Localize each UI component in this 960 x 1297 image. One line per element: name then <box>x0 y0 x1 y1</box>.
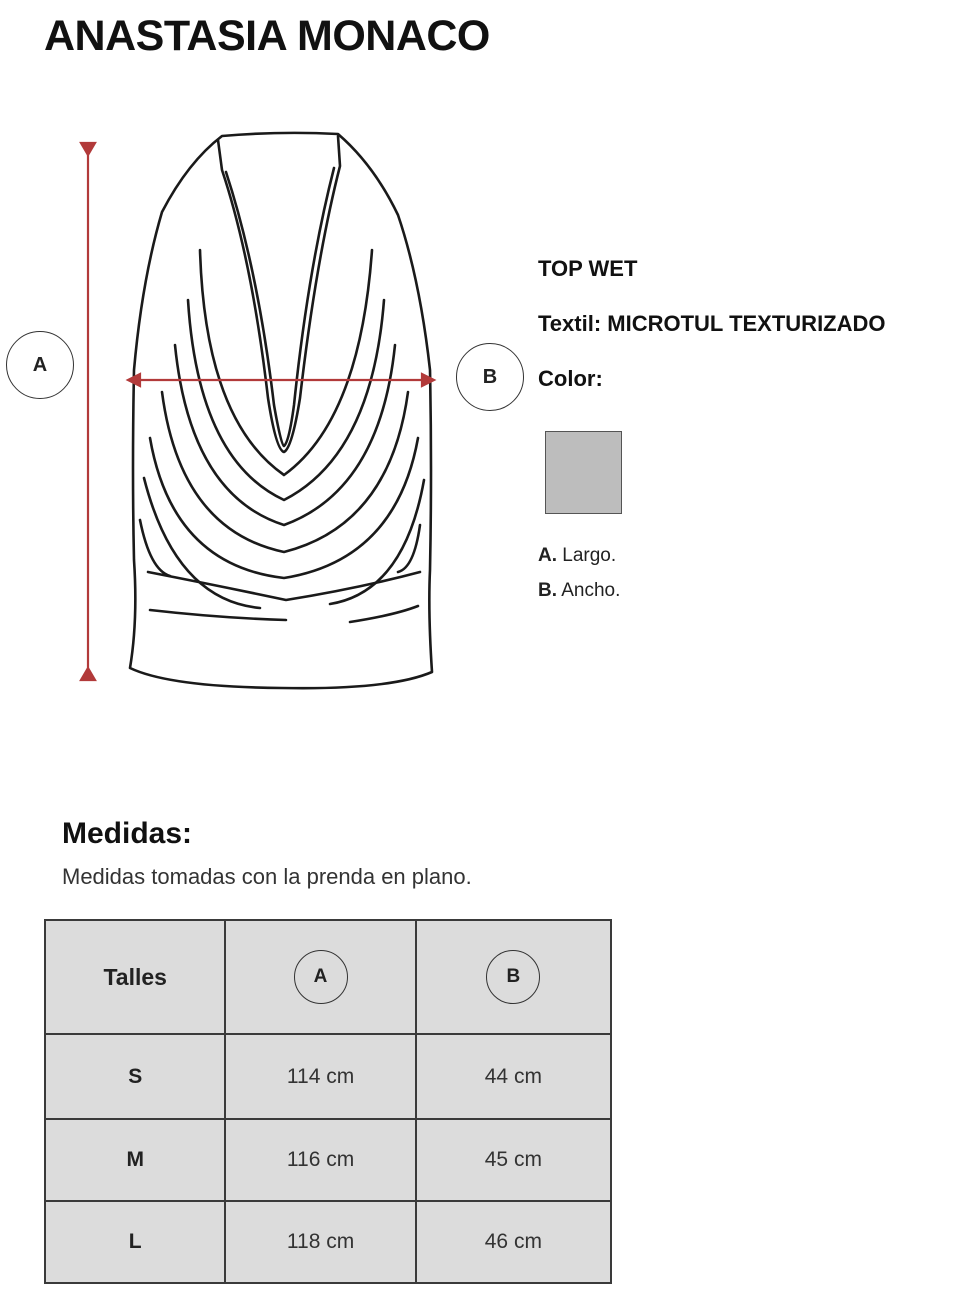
header-a-badge: A <box>294 950 348 1004</box>
garment-outline <box>130 133 432 688</box>
measure-a-badge: A <box>6 331 74 399</box>
b-cell: 44 cm <box>416 1034 611 1119</box>
legend-item-a <box>538 545 620 580</box>
color-swatch <box>545 431 622 514</box>
table-row <box>45 1201 611 1283</box>
header-cell-sizes <box>45 920 225 1034</box>
table-row <box>45 1034 611 1119</box>
legend-key: A. <box>538 545 557 566</box>
collar <box>218 136 340 452</box>
legend-text: Largo. <box>562 545 617 566</box>
product-name: TOP WET <box>538 256 638 281</box>
legend-text: Ancho. <box>561 580 621 601</box>
size-cell: M <box>45 1119 225 1201</box>
measure-legend <box>538 545 620 615</box>
table-row <box>45 1119 611 1201</box>
measure-a-line <box>81 143 95 680</box>
a-cell: 114 cm <box>225 1034 415 1119</box>
a-cell: 118 cm <box>225 1201 415 1283</box>
product-textile: Textil: MICROTUL TEXTURIZADO <box>538 311 886 336</box>
legend-item-b <box>538 580 620 615</box>
b-cell: 45 cm <box>416 1119 611 1201</box>
legend-key: B. <box>538 580 557 601</box>
header-cell-a <box>225 920 415 1034</box>
header-cell-b <box>416 920 611 1034</box>
header-sizes-label: Talles <box>103 963 167 990</box>
color-label: Color: <box>538 366 603 391</box>
table-header-row <box>45 920 611 1034</box>
size-table <box>44 919 612 1284</box>
a-cell: 116 cm <box>225 1119 415 1201</box>
brand-title: ANASTASIA MONACO <box>44 12 490 60</box>
size-cell: L <box>45 1201 225 1283</box>
header-b-badge: B <box>486 950 540 1004</box>
size-cell: S <box>45 1034 225 1119</box>
b-cell: 46 cm <box>416 1201 611 1283</box>
measures-subtitle: Medidas tomadas con la prenda en plano. <box>62 864 472 889</box>
measure-b-badge: B <box>456 343 524 411</box>
measures-title: Medidas: <box>62 817 193 850</box>
